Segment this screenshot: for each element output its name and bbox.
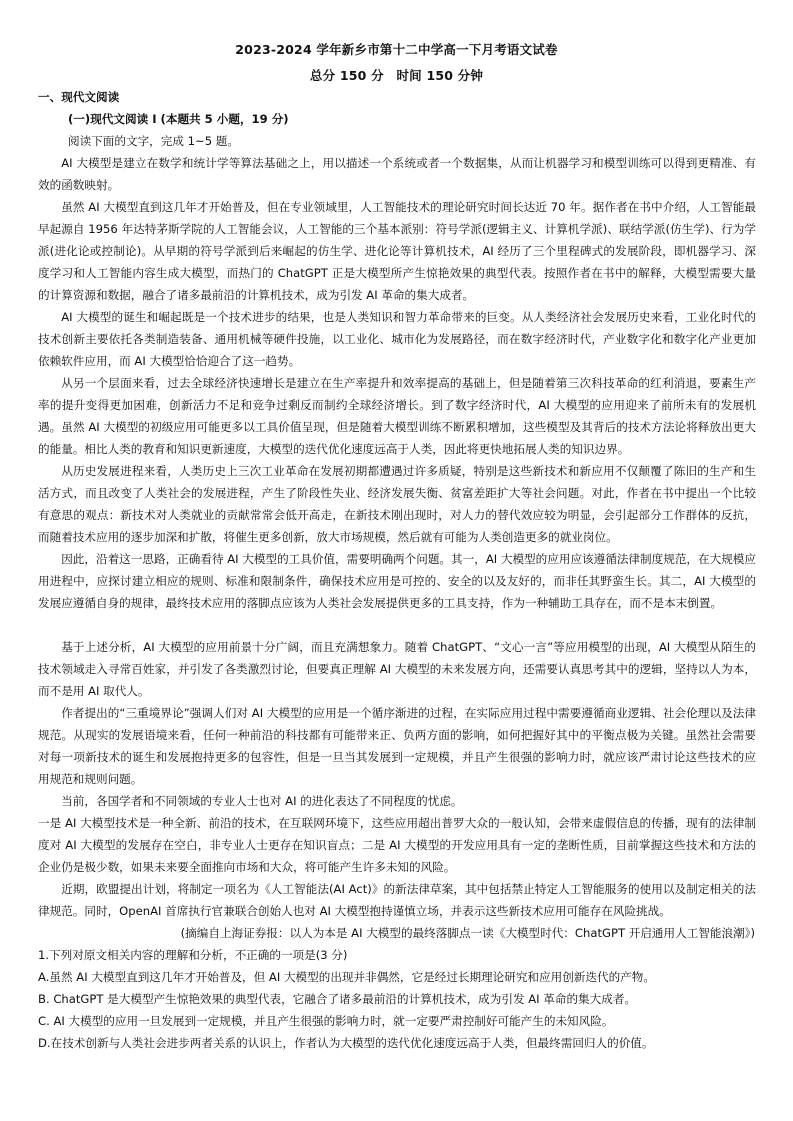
passage-paragraph: 因此，沿着这一思路，正确看待 AI 大模型的工具价值，需要明确两个问题。其一，AI 大模型的应用应该遵循法律制度规范，在大规模应用进程中，应探讨建立相应的规则、标准和限制条件，确保技术应用是可控的、安全的以及友好的，而非任其野蛮生长。其二，AI 大模型的发展应遵循自身的规律，最终技术应用的落脚点应该为人类社会发展提供更多的工具支持，作为一种辅助工具存在，而不是本末倒置。 [38, 552, 756, 610]
passage-paragraph: 一是 AI 大模型技术是一种全新、前沿的技术，在互联网环境下，这些应用超出普罗大众的一般认知，会带来虚假信息的传播，现有的法律制度对 AI 大模型的发展存在空白，非专业人士更存在知识盲点；二是 AI 大模型的开发应用具有一定的垄断性质，目前掌握这些技术和方法的企业仍是极少数，如果未来要全面推向市场和大众，将可能产生许多未知的风险。 [38, 816, 756, 874]
question-stem: 1.下列对原文相关内容的理解和分析，不正确的一项是(3 分) [38, 948, 348, 962]
passage-paragraph: AI 大模型的诞生和崛起既是一个技术进步的结果，也是人类知识和智力革命带来的巨变。从人类经济社会发展历史来看，工业化时代的技术创新主要依托各类制造装备、通用机械等硬件投施，以工业化、城市化为发展路径，而在数字经济时代，产业数字化和数字化产业更加依赖软件应用，而 AI 大模型恰恰迎合了这一趋势。 [38, 310, 756, 368]
passage-paragraph: 从另一个层面来看，过去全球经济快速增长是建立在生产率提升和效率提高的基础上，但是随着第三次科技革命的红利消退，要素生产率的提升变得更加困难，创新活力不足和竞争过剩反而制约全球经济增长。到了数字经济时代，AI 大模型的应用迎来了前所未有的发展机遇。虽然 AI 大模型的初级应用可能更多以工具价值呈现，但是随着大模型训练不断累积增加，这些模型及其背后的技术方法论将释放出更大的能量。相比人类的教育和知识更新速度，大模型的迭代优化速度远高于人类，因此将更快地拓展人类的知识边界。 [38, 376, 756, 456]
source-citation: (摘编自上海证券报：以人为本是 AI 大模型的最终落脚点一读《大模型时代：ChatGPT 开启通用人工智能浪潮》) [180, 926, 755, 940]
option-c: C. AI 大模型的应用一旦发展到一定规模，并且产生很强的影响力时，就一定要严肃控制好可能产生的未知风险。 [38, 1014, 614, 1028]
passage-paragraph: 虽然 AI 大模型直到这几年才开始普及，但在专业领域里，人工智能技术的理论研究时间长达近 70 年。据作者在书中介绍，人工智能最早起源自 1956 年达特茅斯学院的人工智能会议，人工智能的三个基本派别：符号学派(逻辑主义、计算机学派)、联结学派(仿生学)、行为学派(进化论或控制论)。从早期的符号学派到后来崛起的仿生学、进化论等计算机技术，AI 经历了三个里程碑式的发展阶段，即机器学习、深度学习和人工智能内容生成大模型，而热门的 ChatGPT 正是大模型所产生惊艳效果的典型代表。按照作者在书中的解释，大模型需要大量的计算资源和数据，融合了诸多最前沿的计算机技术，成为引发 AI 革命的集大成者。 [38, 200, 756, 302]
passage-paragraph: 作者提出的“三重境界论”强调人们对 AI 大模型的应用是一个循序渐进的过程，在实际应用过程中需要遵循商业逻辑、社会伦理以及法律规范。从现实的发展语境来看，任何一种前沿的科技都有可能带来正、负两方面的影响，如何把握好其中的平衡点极为关键。虽然社会需要对每一项新技术的诞生和发展抱持更多的包容性，但是一旦当其发展到一定规模，并且产生很强的影响力时，就应该严肃讨论这些技术的应用规范和规则问题。 [38, 706, 756, 786]
option-a: A.虽然 AI 大模型直到这几年才开始普及，但 AI 大模型的出现并非偶然，它是经过长期理论研究和应用创新迭代的产物。 [38, 970, 655, 984]
exam-subtitle: 总分 150 分 时间 150 分钟 [309, 68, 484, 83]
option-b: B. ChatGPT 是大模型产生惊艳效果的典型代表，它融合了诸多最前沿的计算机技术，成为引发 AI 革命的集大成者。 [38, 992, 637, 1006]
reading-instruction: 阅读下面的文字，完成 1~5 题。 [68, 134, 239, 148]
passage-paragraph: 近期，欧盟提出计划，将制定一项名为《人工智能法(AI Act)》的新法律草案，其中包括禁止特定人工智能服务的使用以及制定相关的法律规范。同时，OpenAI 首席执行官兼联合创始人也对 AI 大模型抱持谨慎立场，并表示这些新技术应用可能存在风险挑战。 [38, 882, 756, 918]
section-subheading: (一)现代文阅读 I (本题共 5 小题，19 分) [68, 112, 289, 126]
option-d: D.在技术创新与人类社会进步两者关系的认识上，作者认为大模型的迭代优化速度远高于人类，但最终需回归人的价值。 [38, 1036, 654, 1050]
passage-paragraph: AI 大模型是建立在数学和统计学等算法基础之上，用以描述一个系统或者一个数据集，从而让机器学习和模型训练可以得到更精准、有效的函数映射。 [38, 156, 756, 192]
exam-title: 2023-2024 学年新乡市第十二中学高一下月考语文试卷 [235, 42, 558, 57]
passage-paragraph: 基于上述分析，AI 大模型的应用前景十分广阔，而且充满想象力。随着 ChatGPT、“文心一言”等应用模型的出现，AI 大模型从陌生的技术领域走入寻常百姓家，并引发了各类激烈讨论，但要真正理解 AI 大模型的未来发展方向，还需要认真思考其中的逻辑，坚持以人为本，而不是用 AI 取代人。 [38, 640, 756, 698]
section-heading: 一、现代文阅读 [38, 90, 120, 104]
passage-paragraph: 当前，各国学者和不同领域的专业人士也对 AI 的进化表达了不同程度的忧虑。 [61, 794, 463, 808]
passage-paragraph: 从历史发展进程来看，人类历史上三次工业革命在发展初期都遭遇过许多质疑，特别是这些新技术和新应用不仅颠覆了陈旧的生产和生活方式，而且改变了人类社会的发展进程，产生了阶段性失业、经济发展失衡、贫富差距扩大等社会问题。对此，作者在书中提出一个比较有意思的观点：新技术对人类就业的贡献常常会低开高走，在新技术刚出现时，对人力的替代效应较为明显，会引起部分工作群体的反抗，而随着技术应用的逐步加深和扩散，将催生更多创新，放大市场规模，然后就有可能为人类创造更多的就业岗位。 [38, 464, 756, 544]
